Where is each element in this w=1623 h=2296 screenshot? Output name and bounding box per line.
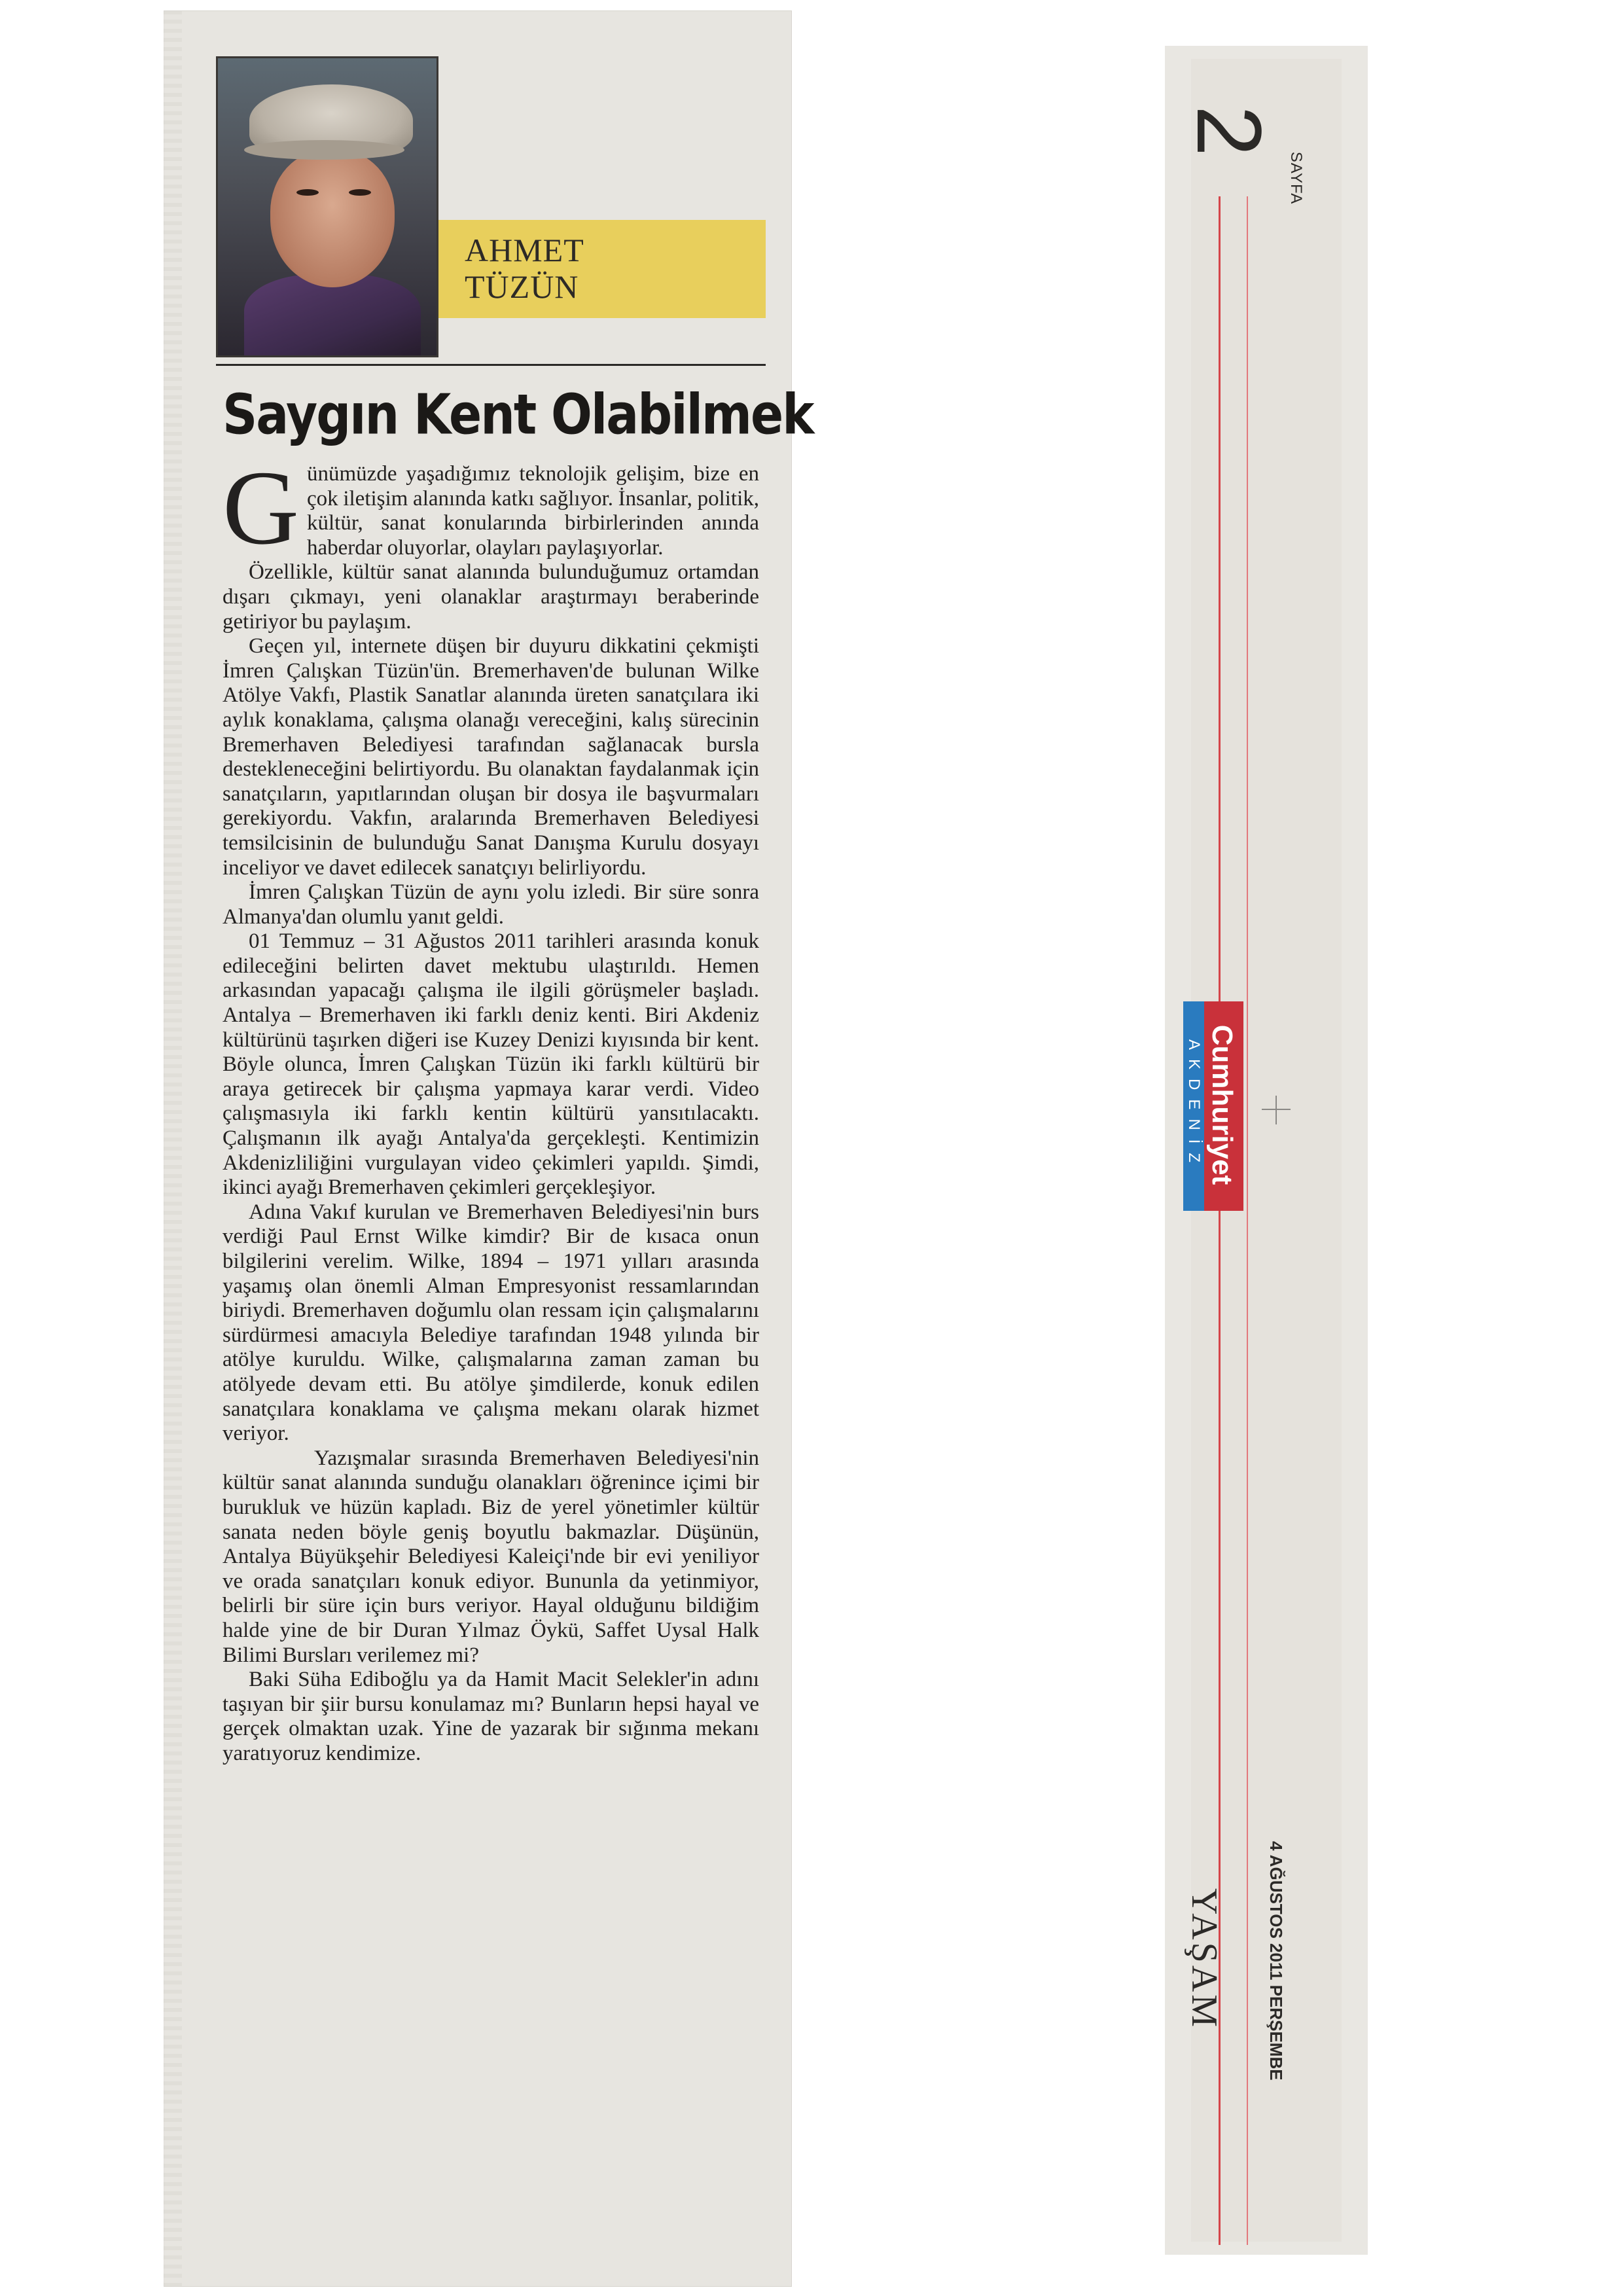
article-paragraph: [223, 450, 759, 567]
section-name: YAŞAM: [1184, 1888, 1224, 2030]
header-rule: [216, 364, 766, 366]
article-body: [223, 450, 759, 1766]
article-paragraph: Geçen yıl, internete düşen bir duyuru dikkatini çekmişti İmren Çalışkan Tüzün'ün. Bremerhaven'de bulunan Wilke Atölye Vakfı, Plastik Sanatlar alanında üreten sanatçılara iki aylık konaklama, çalışma olanağı vereceğini, kalış sürecinin Bremerhaven Belediyesi tarafından sağlanacak bursla destekleneceğini belirtiyordu. Bu olanaktan faydalanmak için sanatçıların, yapıtlarından oluşan bir dosya ile başvurmaları gerekiyordu. Vakfın, aralarında Bremerhaven Belediyesi temsilcisinin de bulunduğu Sanat Danışma Kurulu dosyayı inceliyor ve davet edilecek sanatçıyı belirliyordu.: [223, 634, 759, 880]
photo-eye: [349, 189, 371, 196]
column-header: [216, 56, 766, 364]
paragraph-text: ünümüzde yaşadığımız teknolojik gelişim, bize en çok iletişim alanında katkı sağlıyor. İnsanlar, politik, kültür, sanat konularında birbirlerinden anında haberdar oluyorlar, olayları paylaşıyorlar.: [307, 462, 759, 560]
drop-cap: G: [223, 450, 299, 567]
author-photo: [216, 56, 438, 357]
issue-date: 4 AĞUSTOS 2011 PERŞEMBE: [1266, 1841, 1286, 2081]
newspaper-logo-sub: AKDENİZ: [1185, 1039, 1203, 1172]
article-clipping: [164, 10, 813, 2287]
newspaper-logo: Cumhuriyet: [1206, 1024, 1238, 1185]
article-paragraph: 01 Temmuz – 31 Ağustos 2011 tarihleri arasında konuk edileceğini belirten davet mektubu ulaştırıldı. Hemen arkasından yapacağı çalışma ile ilgili görüşmeler başladı. Antalya – Bremerhaven iki farklı deniz kenti. Biri Akdeniz kültürünü taşırken diğeri ise Kuzey Denizi kıyısında bir kent. Böyle olunca, İmren Çalışkan Tüzün iki farklı kültürü bir araya getirecek bir çalışma yapmaya karar verdi. Video çalışmasıyla iki farklı kentin kültürü yansıtılacaktı. Çalışmanın ilk ayağı Antalya'da gerçekleşti. Kentimizin Akdenizliliğini vurgulayan video çekimleri yapıldı. Şimdi, ikinci ayağı Bremerhaven çekimleri gerçekleşiyor.: [223, 929, 759, 1200]
author-name: AHMET TÜZÜN: [465, 232, 584, 305]
article-paragraph: Adına Vakıf kurulan ve Bremerhaven Belediyesi'nin burs verdiği Paul Ernst Wilke kimdir? Bir de kısaca onun bilgilerini verelim. Wilke, 1894 – 1971 yılları arasında yaşamış olan önemli Alman Empresyonist ressamlarından biriydi. Bremerhaven doğumlu olan ressam için çalışmalarını sürdürmesi amacıyla Belediye tarafından 1948 yılında bir atölye kuruldu. Wilke, çalışmalarına zaman zaman bu atölyede devam etti. Bu atölye şimdilerde, konuk edilen sanatçılara konaklama ve çalışma mekanı olarak hizmet veriyor.: [223, 1200, 759, 1446]
photo-face: [270, 150, 395, 287]
page-number: 2: [1178, 105, 1281, 156]
article-paragraph: Özellikle, kültür sanat alanında bulunduğumuz ortamdan dışarı çıkmayı, yeni olanaklar araştırmayı beraberinde getiriyor bu paylaşım.: [223, 560, 759, 634]
article-paragraph: Baki Süha Ediboğlu ya da Hamit Macit Selekler'in adını taşıyan bir şiir bursu konulamaz mı? Bunların hepsi hayal ve gerçek olmaktan uzak. Yine de yazarak bir sığınma mekanı yaratıyoruz kendimize.: [223, 1668, 759, 1765]
article-headline: Saygın Kent Olabilmek: [223, 382, 813, 447]
registration-mark: [1275, 1096, 1277, 1124]
article-paragraph: Yazışmalar sırasında Bremerhaven Belediyesi'nin kültür sanat alanında sunduğu olanakları öğrenince içimi bir burukluk ve hüzün kapladı. Biz de yerel yönetimler kültür sanata neden böyle geniş boyutlu bakmazlar. Düşünün, Antalya Büyükşehir Belediyesi Kaleiçi'nde bir evi yeniliyor ve orada sanatçıları konuk ediyor. Bununla da yetinmiyor, belirli bir süre için burs veriyor. Hayal olduğunu bildiğim halde yine de bir Duran Yılmaz Öykü, Saffet Uysal Halk Bilimi Bursları verilemez mi?: [223, 1446, 759, 1667]
photo-eye: [296, 189, 319, 196]
article-paragraph: İmren Çalışkan Tüzün de aynı yolu izledi. Bir süre sonra Almanya'dan olumlu yanıt geldi.: [223, 880, 759, 929]
photo-cap-brim: [244, 140, 404, 160]
scan-edge-texture: [164, 10, 182, 2287]
masthead-red-rule-thin: [1247, 196, 1248, 2245]
page-label: SAYFA: [1287, 151, 1305, 205]
